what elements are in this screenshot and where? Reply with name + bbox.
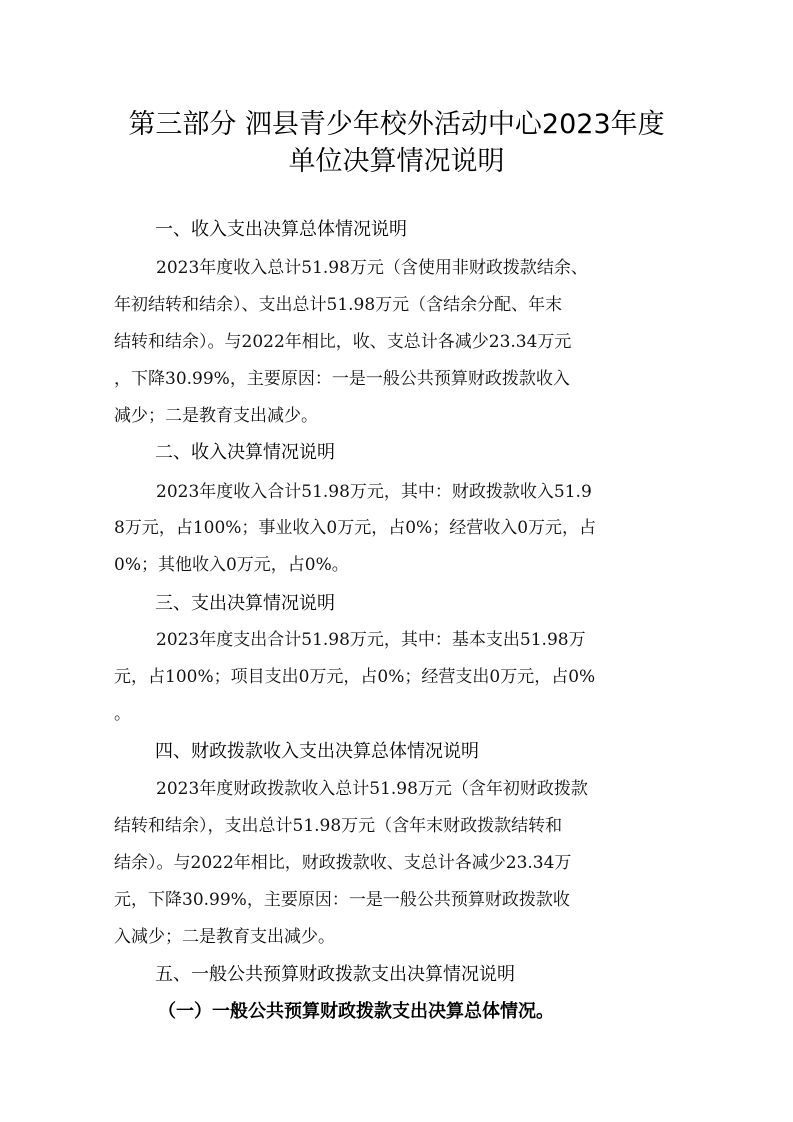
- section-2-line-2: 8万元，占100%；事业收入0万元，占0%；经营收入0万元，占: [114, 518, 597, 538]
- section-heading-1: 一、收入支出决算总体情况说明: [155, 219, 407, 240]
- section-3-line-1: 2023年度支出合计51.98万元，其中：基本支出51.98万: [156, 630, 586, 650]
- section-heading-2: 二、收入决算情况说明: [155, 442, 335, 463]
- section-1-line-2: 年初结转和结余）、支出总计51.98万元（含结余分配、年末: [114, 295, 563, 315]
- section-heading-3: 三、支出决算情况说明: [155, 593, 335, 614]
- section-4-line-3: 结余）。与2022年相比，财政拨款收、支总计各减少23.34万: [114, 853, 572, 873]
- section-1-line-4: ，下降30.99%，主要原因：一是一般公共预算财政拨款收入: [114, 369, 570, 389]
- section-3-line-2: 元，占100%；项目支出0万元，占0%；经营支出0万元，占0%: [114, 667, 596, 687]
- section-1-line-1: 2023年度收入总计51.98万元（含使用非财政拨款结余、: [156, 258, 588, 278]
- section-2-line-1: 2023年度收入合计51.98万元，其中：财政拨款收入51.9: [156, 482, 592, 502]
- section-4-line-1: 2023年度财政拨款收入总计51.98万元（含年初财政拨款: [156, 779, 588, 799]
- section-4-line-4: 元，下降30.99%，主要原因：一是一般公共预算财政拨款收: [114, 890, 570, 910]
- section-4-line-5: 入减少；二是教育支出减少。: [114, 927, 335, 947]
- subsection-heading-1: （一）一般公共预算财政拨款支出决算总体情况。: [158, 1001, 554, 1022]
- section-4-line-2: 结转和结余），支出总计51.98万元（含年末财政拨款结转和: [114, 816, 563, 836]
- section-1-line-5: 减少；二是教育支出减少。: [114, 406, 318, 426]
- section-heading-4: 四、财政拨款收入支出决算总体情况说明: [155, 741, 479, 762]
- page-title-line-1: 第三部分 泗县青少年校外活动中心2023年度: [128, 109, 665, 140]
- section-2-line-3: 0%；其他收入0万元，占0%。: [114, 555, 349, 575]
- section-3-line-3: 。: [114, 704, 131, 724]
- section-heading-5: 五、一般公共预算财政拨款支出决算情况说明: [155, 964, 515, 985]
- section-1-line-3: 结转和结余）。与2022年相比，收、支总计各减少23.34万元: [114, 332, 572, 352]
- page-title-line-2: 单位决算情况说明: [288, 146, 505, 177]
